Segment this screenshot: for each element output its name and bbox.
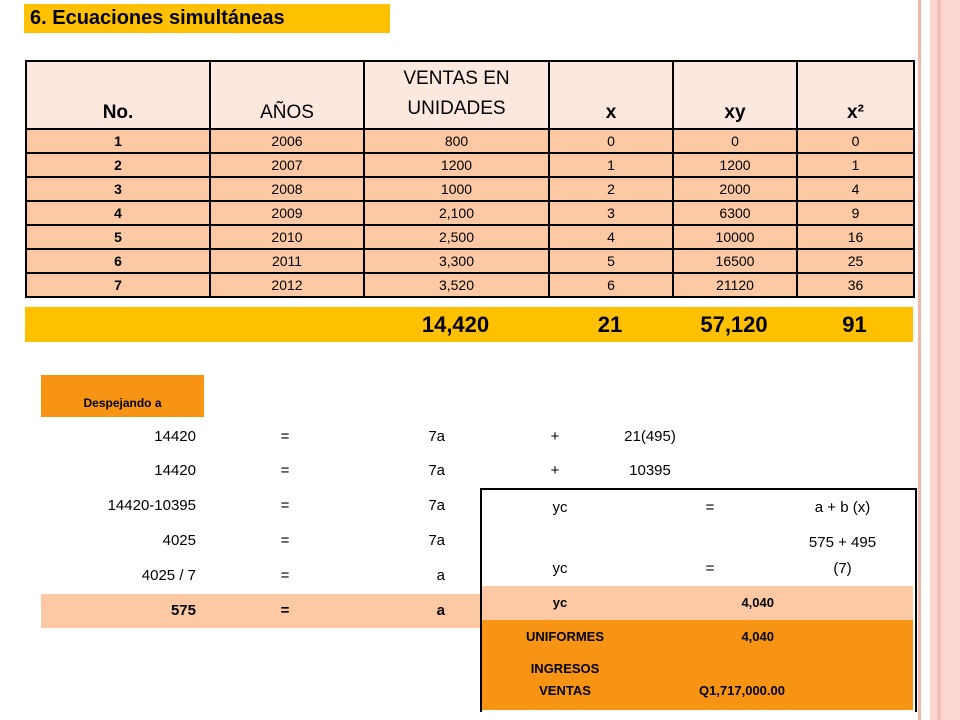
- cell: 1200: [673, 153, 797, 177]
- cell: 25: [797, 249, 914, 273]
- cell: 2: [549, 177, 673, 201]
- table-row: [26, 201, 914, 225]
- cell: 6300: [673, 201, 797, 225]
- eq1-equals: =: [280, 428, 290, 445]
- cell: 1: [797, 153, 914, 177]
- total-xy: 57,120: [700, 312, 768, 337]
- eq1-extra: 21(495): [624, 428, 676, 445]
- formula2-lhs: yc: [552, 560, 568, 577]
- eq2-left: 14420: [154, 462, 196, 479]
- eq2-extra: 10395: [629, 462, 671, 479]
- header-x: x: [549, 61, 673, 129]
- cell: 36: [797, 273, 914, 297]
- cell: 4: [797, 177, 914, 201]
- cell: 21120: [673, 273, 797, 297]
- cell: 3,300: [364, 249, 549, 273]
- cell: 1200: [364, 153, 549, 177]
- yc-result-value: 4,040: [741, 595, 774, 610]
- data-table: [25, 60, 915, 298]
- cell: 2008: [210, 177, 364, 201]
- formula2-eq: =: [705, 560, 715, 577]
- cell: 2: [26, 153, 210, 177]
- cell: 800: [364, 129, 549, 153]
- eq6-right: a: [436, 602, 445, 619]
- cell: 2006: [210, 129, 364, 153]
- table-row: [26, 153, 914, 177]
- cell: 2000: [673, 177, 797, 201]
- cell: 2012: [210, 273, 364, 297]
- cell: 2011: [210, 249, 364, 273]
- header-ventas: VENTAS EN UNIDADES: [364, 61, 549, 129]
- cell: 0: [673, 129, 797, 153]
- cell: 1000: [364, 177, 549, 201]
- cell: 3,520: [364, 273, 549, 297]
- eq5-right: a: [436, 567, 445, 584]
- eq4-equals: =: [280, 532, 290, 549]
- ingresos-label-line1: INGRESOS: [530, 661, 600, 676]
- total-ventas: 14,420: [421, 312, 490, 337]
- total-x2: 91: [842, 312, 867, 337]
- formula1-rhs: a + b (x): [814, 499, 871, 516]
- cell: 0: [549, 129, 673, 153]
- table-row: [26, 129, 914, 153]
- eq2-plus: +: [550, 462, 560, 479]
- despejando-label: Despejando a: [41, 375, 204, 417]
- formula1-eq: =: [705, 499, 715, 516]
- header-x2: x²: [797, 61, 914, 129]
- eq3-left: 14420-10395: [107, 497, 196, 514]
- formula1-lhs: yc: [552, 499, 568, 516]
- eq6-left: 575: [170, 602, 196, 619]
- formula2-rhs1: 575 + 495: [808, 534, 877, 551]
- cell: 2007: [210, 153, 364, 177]
- cell: 5: [26, 225, 210, 249]
- eq1-right: 7a: [428, 428, 445, 445]
- header-anos: AÑOS: [210, 61, 364, 129]
- slide-border-line: [918, 0, 921, 720]
- cell: 16: [797, 225, 914, 249]
- eq1-plus: +: [550, 428, 560, 445]
- eq6-equals: =: [280, 602, 290, 619]
- cell: 5: [549, 249, 673, 273]
- table-row: [26, 225, 914, 249]
- uniformes-label: UNIFORMES: [526, 629, 604, 644]
- cell: 1: [26, 129, 210, 153]
- eq5-equals: =: [280, 567, 290, 584]
- total-x: 21: [597, 312, 623, 337]
- section-title: 6. Ecuaciones simultáneas: [24, 4, 390, 33]
- table-row: [26, 177, 914, 201]
- cell: 6: [549, 273, 673, 297]
- slide-border-line-inner: [937, 0, 941, 720]
- uniformes-value: 4,040: [741, 629, 774, 644]
- slide-border-panel: [930, 0, 960, 720]
- cell: 9: [797, 201, 914, 225]
- eq4-right: 7a: [428, 532, 445, 549]
- totals-row: [25, 307, 913, 342]
- cell: 1: [549, 153, 673, 177]
- eq3-equals: =: [280, 497, 290, 514]
- eq4-left: 4025: [162, 532, 196, 549]
- cell: 2,500: [364, 225, 549, 249]
- cell: 4: [26, 201, 210, 225]
- cell: 0: [797, 129, 914, 153]
- eq2-right: 7a: [428, 462, 445, 479]
- eq5-left: 4025 / 7: [141, 567, 196, 584]
- cell: 6: [26, 249, 210, 273]
- cell: 2010: [210, 225, 364, 249]
- cell: 3: [549, 201, 673, 225]
- cell: 2,100: [364, 201, 549, 225]
- cell: 3: [26, 177, 210, 201]
- table-row: [26, 273, 914, 297]
- cell: 7: [26, 273, 210, 297]
- eq2-equals: =: [280, 462, 290, 479]
- table-header-row: [26, 61, 914, 129]
- header-no: No.: [26, 61, 210, 129]
- table-row: [26, 249, 914, 273]
- eq1-left: 14420: [154, 428, 196, 445]
- cell: 10000: [673, 225, 797, 249]
- yc-result-label: yc: [552, 595, 568, 610]
- ingresos-value: Q1,717,000.00: [698, 683, 785, 698]
- cell: 16500: [673, 249, 797, 273]
- ingresos-label-line2: VENTAS: [539, 683, 591, 698]
- header-xy: xy: [673, 61, 797, 129]
- cell: 2009: [210, 201, 364, 225]
- formula2-rhs2: (7): [833, 560, 852, 577]
- eq3-right: 7a: [428, 497, 445, 514]
- cell: 4: [549, 225, 673, 249]
